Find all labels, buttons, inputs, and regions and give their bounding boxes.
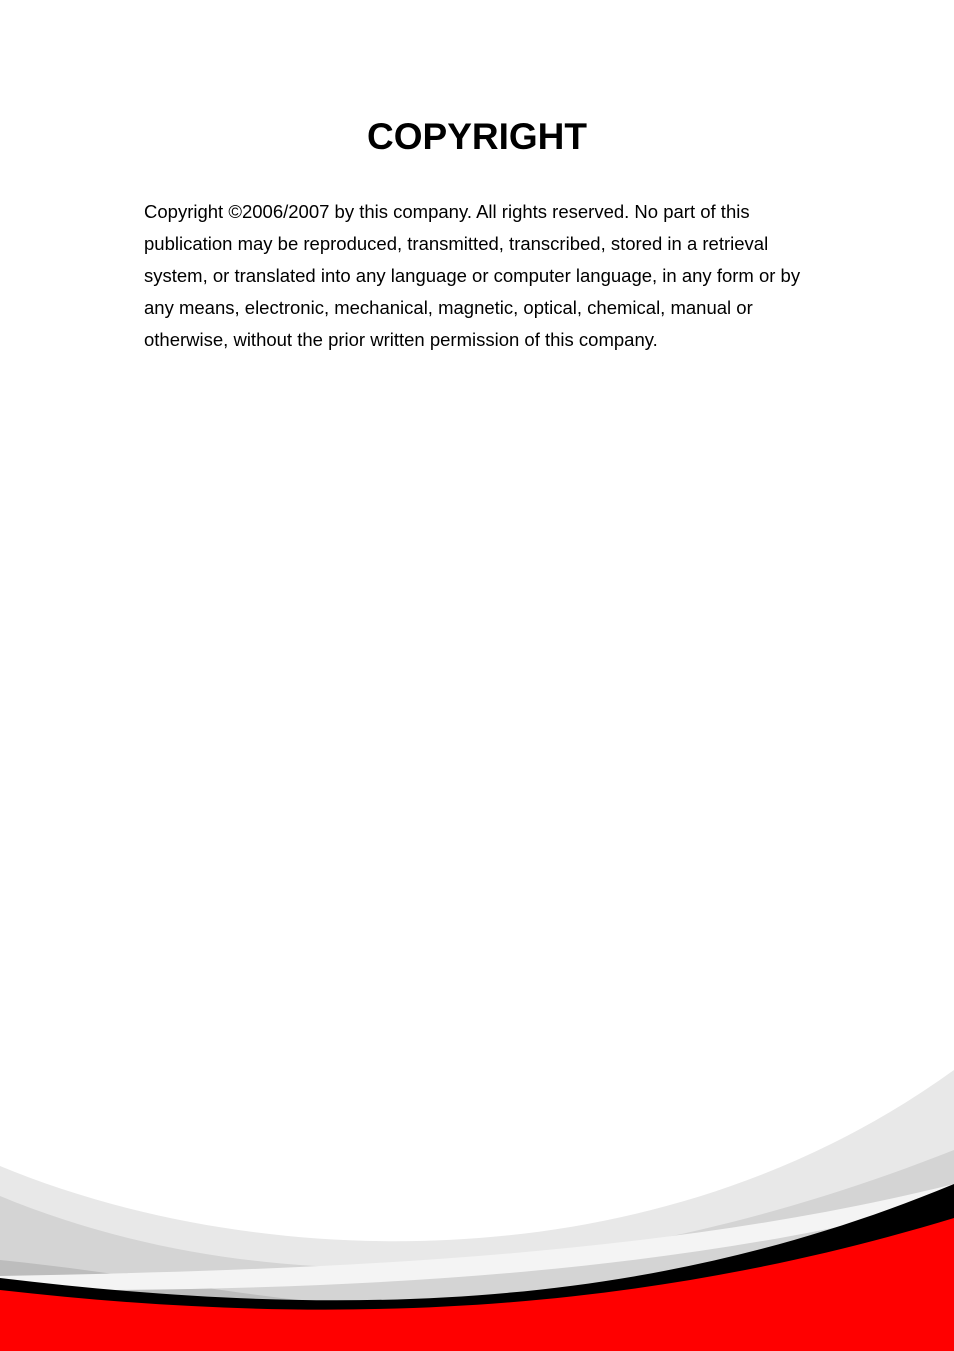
footer-wave-decoration — [0, 1040, 954, 1351]
page-title: COPYRIGHT — [367, 116, 587, 157]
copyright-paragraph: Copyright ©2006/2007 by this company. All rights reserved. No part of this publication may be reproduced, transmitted, transcribed, stored in a retrieval system, or translated into any language or computer language, in any form or by any means, electronic, mechanical, magnetic, optical, chemical, manual or otherwise, without the prior written permission of this company. — [144, 201, 801, 350]
